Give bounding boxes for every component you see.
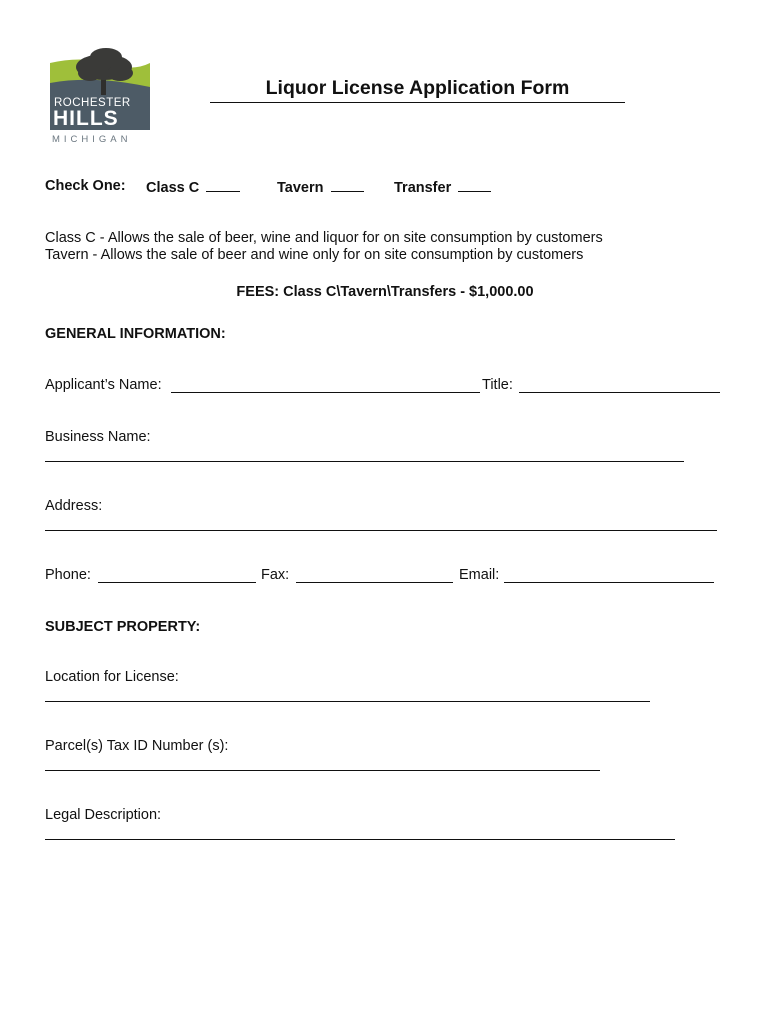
fax-field[interactable] [296, 582, 453, 583]
general-information-heading: GENERAL INFORMATION: [45, 326, 226, 342]
business-name-label: Business Name: [45, 429, 151, 445]
address-field[interactable] [45, 530, 717, 531]
phone-field[interactable] [98, 582, 256, 583]
tavern-blank[interactable] [331, 177, 364, 192]
option-class-c-label: Class C [146, 180, 200, 196]
logo-graphic [44, 45, 156, 147]
applicant-name-field[interactable] [171, 392, 480, 393]
class-c-blank[interactable] [206, 177, 240, 192]
legal-description-label: Legal Description: [45, 807, 162, 823]
phone-label: Phone: [45, 567, 91, 583]
location-field[interactable] [45, 701, 650, 702]
business-name-field[interactable] [45, 461, 684, 462]
logo-text-michigan: MICHIGAN [52, 134, 132, 145]
title-label: Title: [482, 377, 513, 393]
class-c-description: Class C - Allows the sale of beer, wine and liquor for on site consumption by customers [45, 230, 603, 246]
applicant-name-label: Applicant’s Name: [45, 377, 162, 393]
logo-text-hills: HILLS [53, 107, 119, 130]
fees-line: FEES: Class C\Tavern\Transfers - $1,000.00 [236, 284, 534, 300]
option-transfer[interactable] [394, 177, 491, 197]
email-field[interactable] [504, 582, 714, 583]
option-class-c[interactable] [146, 177, 240, 197]
form-title-line [210, 76, 625, 103]
location-label: Location for License: [45, 669, 179, 685]
option-tavern-label: Tavern [277, 180, 324, 196]
parcel-tax-id-field[interactable] [45, 770, 600, 771]
fax-label: Fax: [261, 567, 290, 583]
subject-property-heading: SUBJECT PROPERTY: [45, 619, 201, 635]
check-one-label: Check One: [45, 178, 126, 194]
rochester-hills-logo [44, 45, 156, 147]
title-field[interactable] [519, 392, 720, 393]
option-tavern[interactable] [277, 177, 364, 197]
parcel-tax-id-label: Parcel(s) Tax ID Number (s): [45, 738, 229, 754]
logo-text-rochester: ROCHESTER [54, 97, 131, 109]
address-label: Address: [45, 498, 103, 514]
transfer-blank[interactable] [458, 177, 491, 192]
tavern-description: Tavern - Allows the sale of beer and wine only for on site consumption by customers [45, 247, 584, 263]
email-label: Email: [459, 567, 500, 583]
option-transfer-label: Transfer [394, 180, 452, 196]
legal-description-field[interactable] [45, 839, 675, 840]
form-title: Liquor License Application Form [265, 77, 570, 99]
